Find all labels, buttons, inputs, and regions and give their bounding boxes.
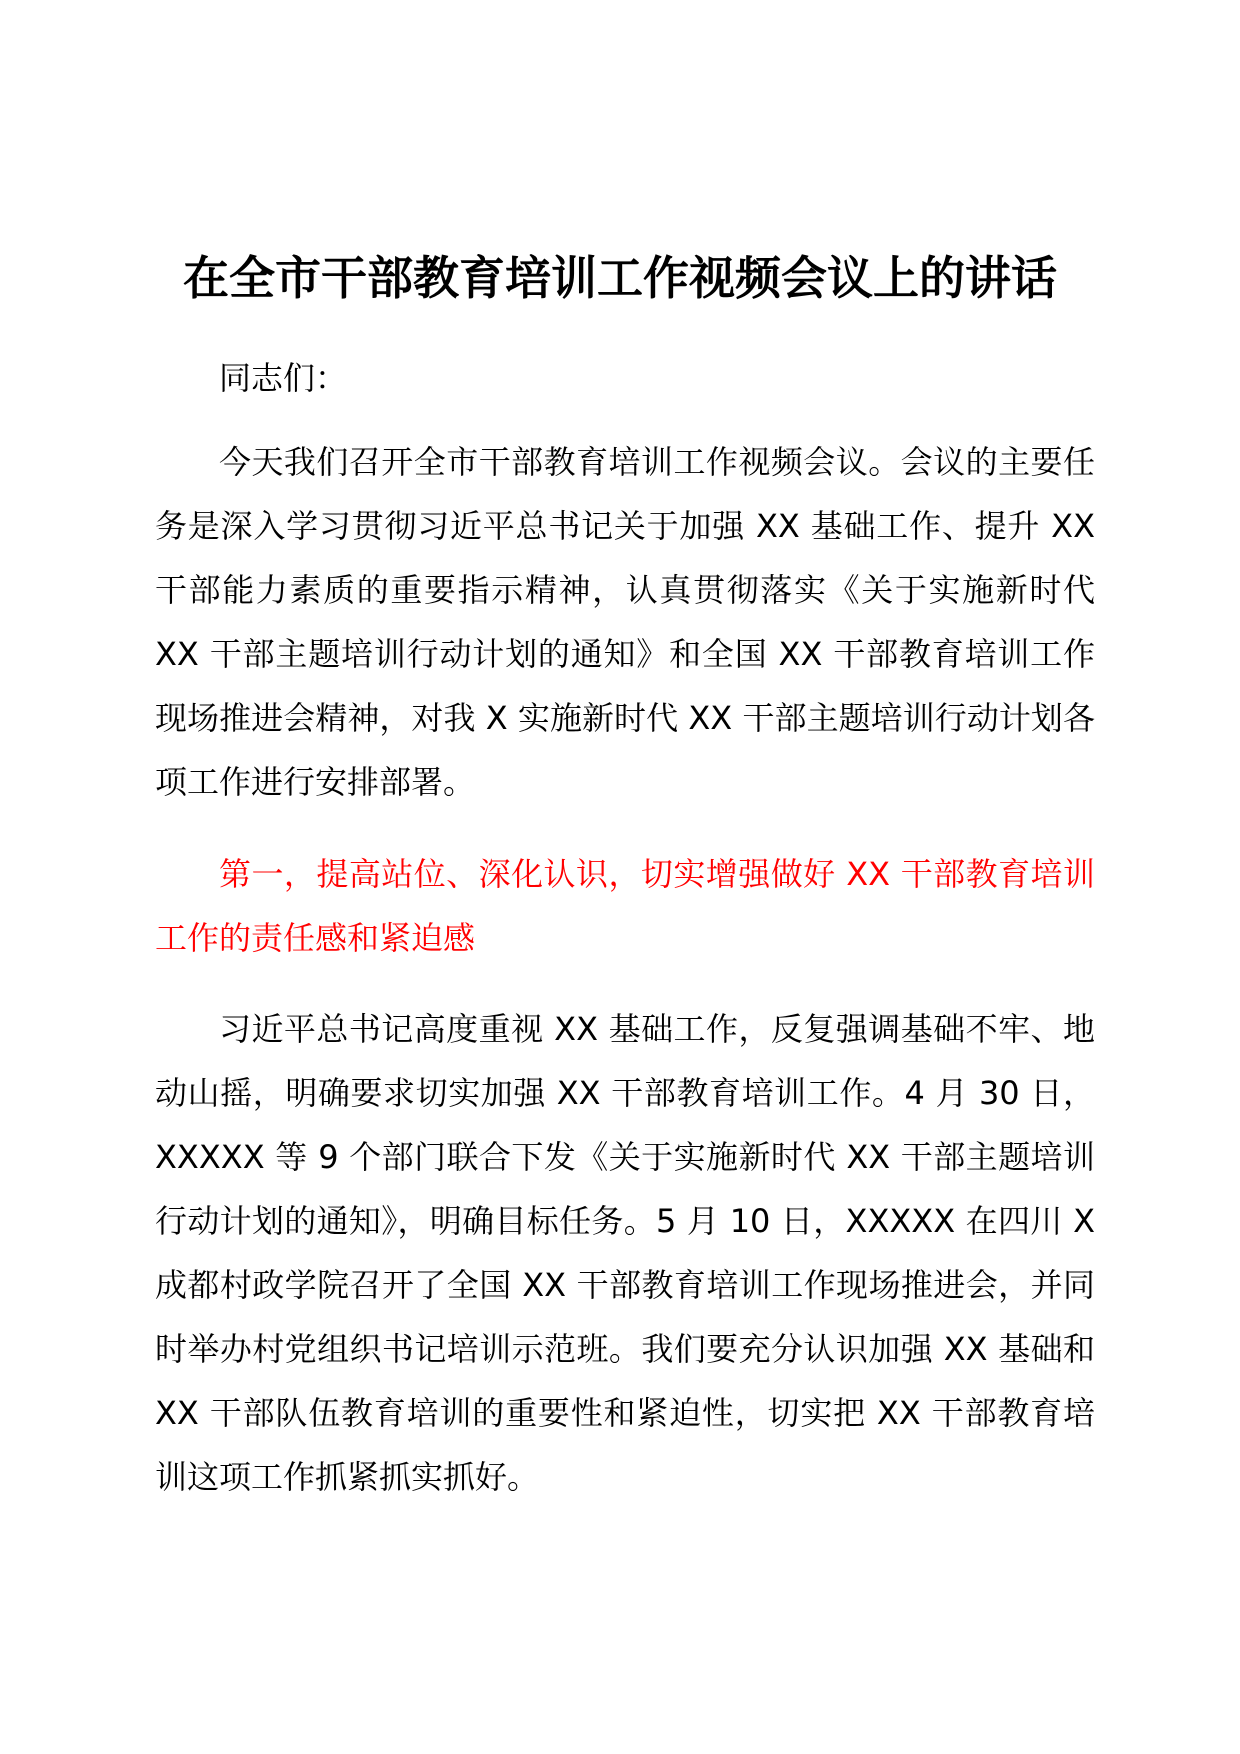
- document-title: 在全市干部教育培训工作视频会议上的讲话: [183, 251, 1057, 305]
- intro-paragraph: 今天我们召开全市干部教育培训工作视频会议。会议的主要任务是深入学习贯彻习近平总书记关于加强 XX 基础工作、提升 XX 干部能力素质的重要指示精神，认真贯彻落实《关于实施新时代 XX 干部主题培训行动计划的通知》和全国 XX 干部教育培训工作现场推进会精神，对我 X 实施新时代 XX 干部主题培训行动计划各项工作进行安排部署。: [155, 443, 1095, 801]
- section-1-paragraph: 习近平总书记高度重视 XX 基础工作，反复强调基础不牢、地动山摇，明确要求切实加强 XX 干部教育培训工作。4 月 30 日，XXXXX 等 9 个部门联合下发《关于实施新时代 XX 干部主题培训行动计划的通知》，明确目标任务。5 月 10 日，XXXXX 在四川 X 成都村政学院召开了全国 XX 干部教育培训工作现场推进会，并同时举办村党组织书记培训示范班。我们要充分认识加强 XX 基础和 XX 干部队伍教育培训的重要性和紧迫性，切实把 XX 干部教育培训这项工作抓紧抓实抓好。: [155, 1010, 1095, 1496]
- salutation: 同志们：: [219, 359, 348, 397]
- section-heading-1: 第一，提高站位、深化认识，切实增强做好 XX 干部教育培训工作的责任感和紧迫感: [155, 855, 1095, 957]
